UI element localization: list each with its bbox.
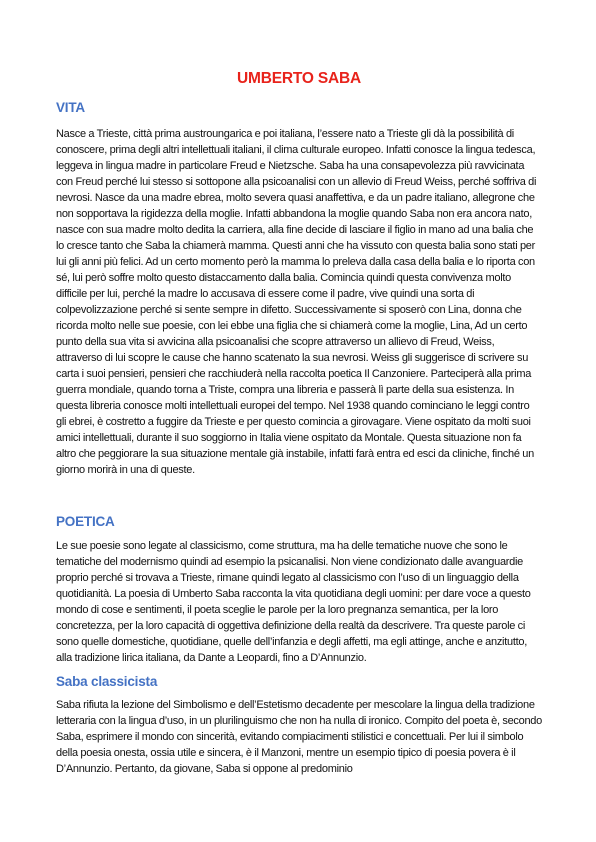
paragraph-poetica: Le sue poesie sono legate al classicismo, come struttura, ma ha delle tematiche nuove che sono le tematiche del modernismo quindi ad esempio la psicanalisi. Non viene condizionato dalle avanguardie proprio perché si trovava a Trieste, rimane quindi legato al classicismo con l’uso di un linguaggio della quotidianità. La poesia di Umberto Saba racconta la vita quotidiana degli uomini: per dare voce a questo mondo di cose e sentimenti, il poeta sceglie le parole per la loro pregnanza semantica, per la loro concretezza, per la loro capacità di oggettiva definizione della realtà da descrivere. Tra queste parole ci sono quelle domestiche, quotidiane, quelle dell’infanzia e degli affetti, ma egli attinge, anche e anzitutto, alla tradizione lirica italiana, da Dante a Leopardi, fino a D’Annunzio. — [56, 540, 531, 664]
section-heading-vita: VITA — [56, 100, 85, 115]
paragraph-vita: Nasce a Trieste, città prima austroungarica e poi italiana, l’essere nato a Trieste gli dà la possibilità di conoscere, prima degli altri intellettuali italiani, il clima culturale europeo. Infatti conosce la lingua tedesca, leggeva in lingua madre in particolare Freud e Nietzsche. Saba ha una consapevolezza più ravvicinata con Freud perché lui stesso si sottopone alla psicoanalisi con un allevio di Freud Weiss, perché soffriva di nevrosi. Nasce da una madre ebrea, molto severa quasi anaffettiva, e da un padre italiano, allegrone che non sopportava la rigidezza della moglie. Infatti abbandona la moglie quando Saba non era ancora nato, nasce con sua madre molto dedita la carriera, alla fine decide di lasciare il figlio in mano ad una balia che lo cresce tanto che Saba la chiamerà mamma. Questi anni che ha vissuto con questa balia sono stati per lui gli anni più felici. Ad un certo momento però la mamma lo preleva dalla casa della balia e lo riporta con sé, lui però soffre molto questo distaccamento dalla balia. Comincia quindi questa convivenza molto difficile per lui, perché la madre lo accusava di essere come il padre, vive quindi una sorta di colpevolizzazione perché si sente sempre in difetto. Successivamente si sposerò con Lina, donna che ricorda molto nelle sue poesie, con lei ebbe una figlia che si chiamerà come la moglie, Lina, Ad un certo punto della sua vita si avvicina alla psicoanalisi che scopre attraverso un allievo di Freud, Weiss, attraverso di lui scopre le cause che hanno scatenato la sua nevrosi. Weiss gli suggerisce di scrivere su carta i suoi pensieri, pensieri che racchiuderà nella raccolta poetica Il Canzoniere. Parteciperà alla prima guerra mondiale, quando torna a Triste, compra una libreria e passerà lì parte della sua esistenza. In questa libreria conosce molti intellettuali europei del tempo. Nel 1938 quando cominciano le leggi contro gli ebrei, è costretto a fuggire da Trieste e per questo comincia a girovagare. Viene ospitato da molti suoi amici intellettuali, durante il suo soggiorno in Italia viene ospitato da Montale. Questa situazione non fa altro che peggiorare la sua situazione mentale già instabile, infatti farà entra ed esci da cliniche, finché un giorno morirà in una di queste. — [56, 128, 537, 476]
paragraph-saba-classicista: Saba rifiuta la lezione del Simbolismo e dell’Estetismo decadente per mescolare la lingua della tradizione letteraria con la lingua d’uso, in un plurilinguismo che non ha nulla di ironico. Compito del poeta è, secondo Saba, esprimere il mondo con sincerità, evitando compiacimenti stilistici e concettuali. Per lui il simbolo della poesia onesta, ossia utile e sincera, è il Manzoni, mentre un esempio tipico di poesia povera è il D’Annunzio. Pertanto, da giovane, Saba si oppone al predominio — [56, 699, 542, 775]
document-title: UMBERTO SABA — [237, 70, 361, 87]
section-heading-saba-classicista: Saba classicista — [56, 674, 158, 689]
section-heading-poetica: POETICA — [56, 514, 115, 529]
